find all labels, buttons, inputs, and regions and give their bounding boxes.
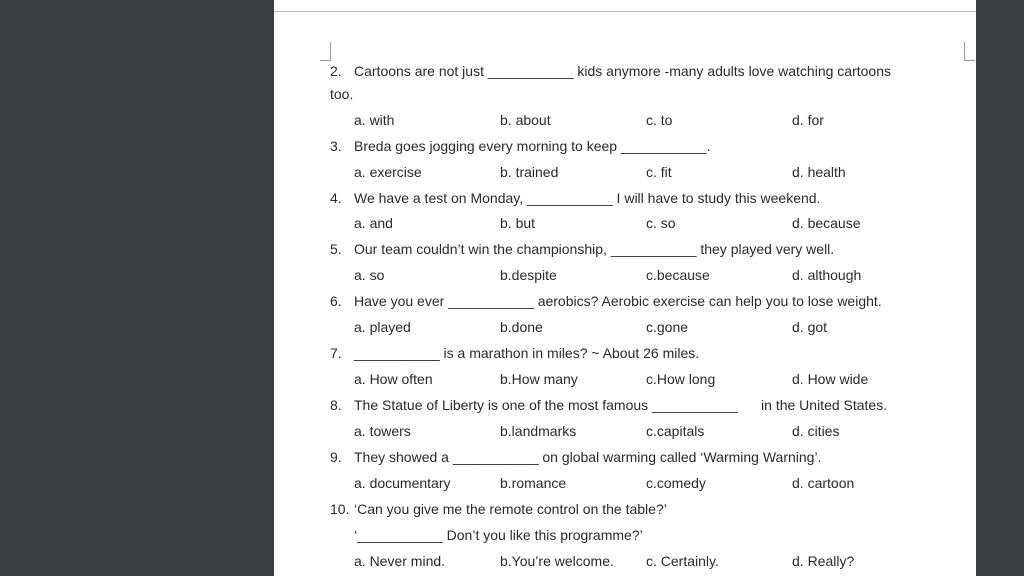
option-b: b.landmarks (500, 423, 577, 439)
question-number: 3. (330, 138, 342, 154)
option-d: d. for (792, 112, 824, 128)
option-b: b.despite (500, 267, 557, 283)
question-stem: The Statue of Liberty is one of the most famous ___________ in the United States. (354, 397, 888, 413)
question-stem: ___________ is a marathon in miles? ~ About 26 miles. (354, 345, 700, 361)
option-d: d. got (792, 319, 828, 335)
question-stem: They showed a ___________ on global warming called ‘Warming Warning’. (354, 449, 822, 465)
option-d: d. cities (792, 423, 840, 439)
option-b: b. but (500, 215, 536, 231)
question-stem: Cartoons are not just ___________ kids anymore -many adults love watching cartoons (354, 63, 891, 79)
option-b: b.How many (500, 371, 578, 387)
option-b: b.You’re welcome. (500, 553, 614, 569)
option-d: d. cartoon (792, 475, 855, 491)
option-d: d. How wide (792, 371, 869, 387)
option-c: c.capitals (646, 423, 705, 439)
question-stem-continuation: too. (330, 86, 354, 102)
option-d: d. although (792, 267, 862, 283)
question-number: 5. (330, 241, 342, 257)
option-c: c. fit (646, 164, 672, 180)
option-a: a. Never mind. (354, 553, 446, 569)
option-a: a. exercise (354, 164, 422, 180)
option-d: d. health (792, 164, 846, 180)
option-c: c.comedy (646, 475, 706, 491)
option-a: a. How often (354, 371, 433, 387)
option-a: a. towers (354, 423, 411, 439)
option-a: a. documentary (354, 475, 451, 491)
option-a: a. played (354, 319, 411, 335)
margin-corner-mark-left (320, 42, 331, 61)
option-d: d. because (792, 215, 861, 231)
question-stem: We have a test on Monday, ___________ I will have to study this weekend. (354, 190, 821, 206)
option-c: c.because (646, 267, 710, 283)
question-stem: Have you ever ___________ aerobics? Aerobic exercise can help you to lose weight. (354, 293, 882, 309)
margin-corner-mark-right (964, 42, 975, 61)
question-stem: Breda goes jogging every morning to keep ___________. (354, 138, 711, 154)
option-b: b. about (500, 112, 551, 128)
option-b: b.done (500, 319, 543, 335)
option-c: c. to (646, 112, 673, 128)
option-b: b.romance (500, 475, 567, 491)
option-c: c.gone (646, 319, 689, 335)
option-b: b. trained (500, 164, 559, 180)
option-c: c. Certainly. (646, 553, 719, 569)
option-c: c. so (646, 215, 676, 231)
option-a: a. so (354, 267, 385, 283)
question-number: 6. (330, 293, 342, 309)
question-stem: Our team couldn’t win the championship, ___________ they played very well. (354, 241, 835, 257)
option-d: d. Really? (792, 553, 855, 569)
question-number: 4. (330, 190, 342, 206)
option-a: a. with (354, 112, 395, 128)
question-number: 2. (330, 63, 342, 79)
page-top-edge (274, 11, 976, 12)
document-page (274, 0, 976, 576)
question-stem-second-line: ‘___________ Don’t you like this programme?’ (354, 527, 643, 543)
option-a: a. and (354, 215, 393, 231)
question-number: 10. (330, 501, 350, 517)
question-stem: ‘Can you give me the remote control on the table?’ (354, 501, 667, 517)
question-number: 9. (330, 449, 342, 465)
option-c: c.How long (646, 371, 716, 387)
question-number: 8. (330, 397, 342, 413)
question-number: 7. (330, 345, 342, 361)
